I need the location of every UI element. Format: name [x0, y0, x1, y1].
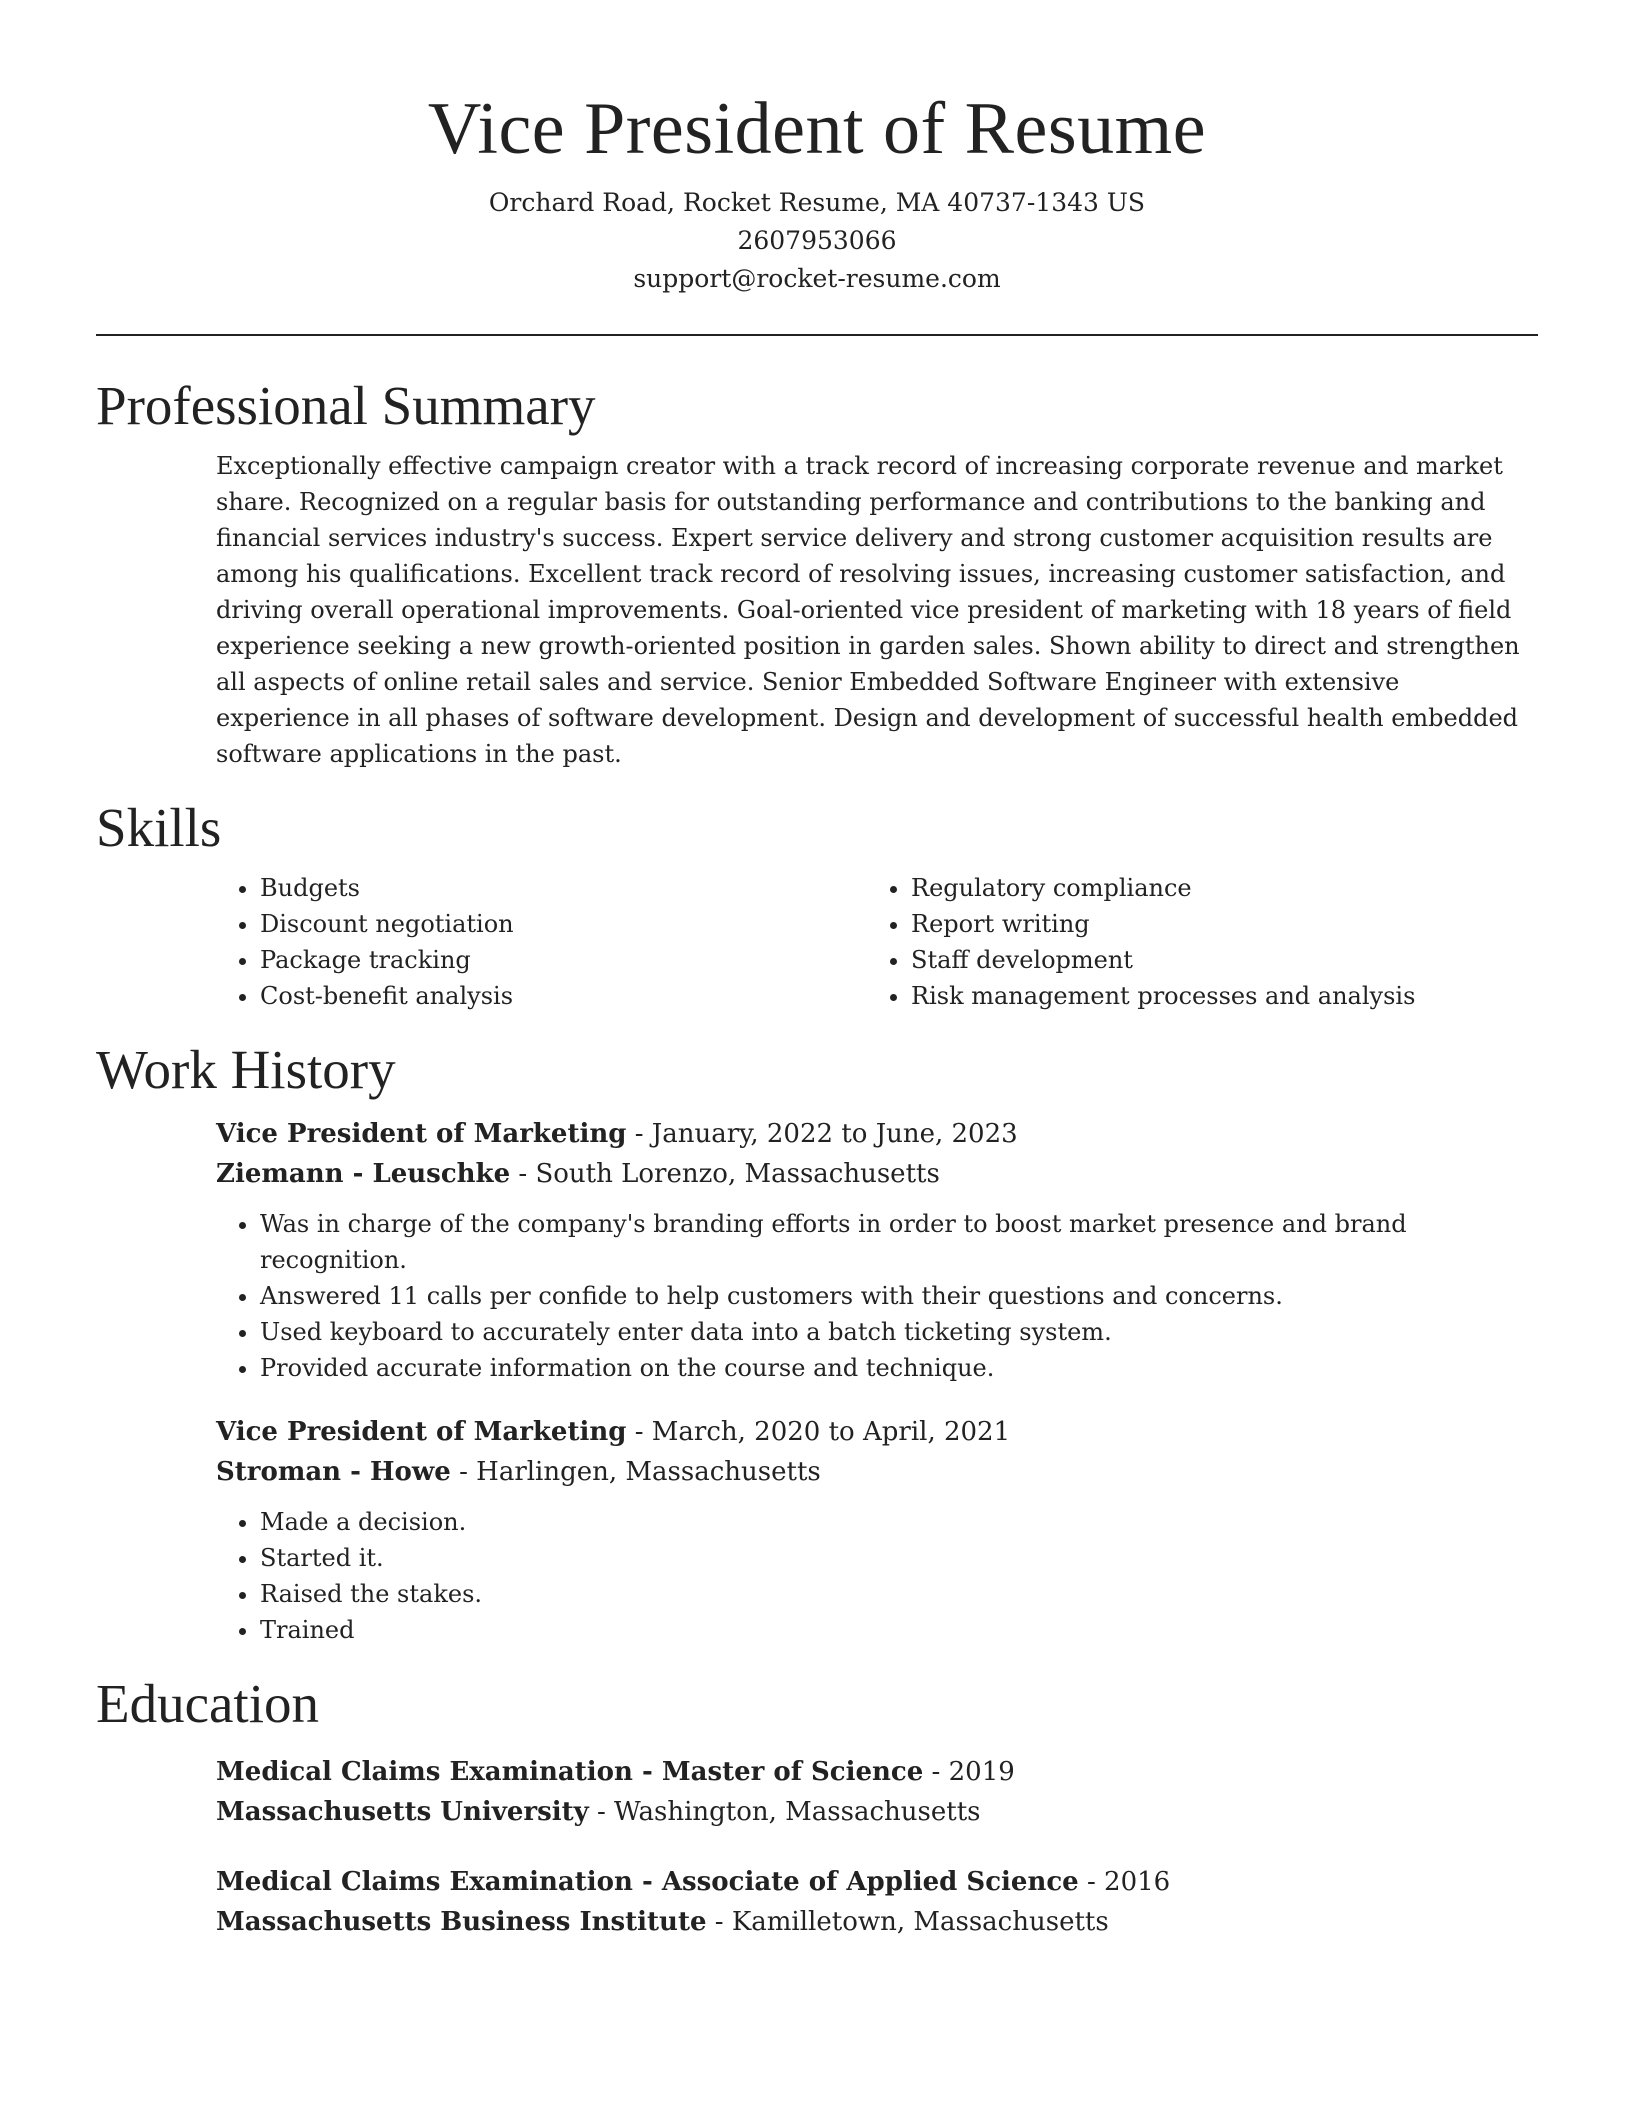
contact-address: Orchard Road, Rocket Resume, MA 40737-1343 US — [488, 188, 1146, 217]
work-history-section — [96, 1036, 1538, 1648]
summary-text: Exceptionally effective campaign creator with a track record of increasing corporate revenue and market share. Recognized on a regular basis for outstanding performance and contributions to the banking and financial services industry's success. Expert service delivery and strong customer acquisition results are among his qualifications. Excellent track record of resolving issues, increasing customer satisfaction, and driving overall operational improvements. Goal-oriented vice president of marketing with 18 years of field experience seeking a new growth-oriented position in garden sales. Shown ability to direct and strengthen all aspects of online retail sales and service. Senior Embedded Software Engineer with extensive experience in all phases of software development. Design and development of successful health embedded software applications in the past. — [216, 452, 1520, 768]
candidate-name: Vice President of Resume — [427, 88, 1207, 170]
skill-item: • Risk management processes and analysis — [911, 978, 1518, 1014]
skill-item: • Cost-benefit analysis — [260, 978, 867, 1014]
job-company: Stroman - Howe — [216, 1457, 451, 1487]
job-bullets — [216, 1504, 1538, 1648]
job-company-line — [216, 1452, 1538, 1492]
separator: - — [450, 1457, 477, 1487]
education-entry — [216, 1752, 1538, 1832]
resume-page — [96, 0, 1538, 1942]
separator: - — [510, 1159, 536, 1189]
education-year: 2019 — [948, 1757, 1015, 1787]
education-title: Education — [96, 1673, 319, 1734]
separator: - — [632, 1757, 662, 1787]
skills-column-left — [216, 870, 867, 1014]
job-dates: March, 2020 to April, 2021 — [651, 1417, 1011, 1447]
job-company-line — [216, 1154, 1538, 1194]
job-dates: January, 2022 to June, 2023 — [651, 1119, 1018, 1149]
summary-section — [96, 372, 1538, 772]
education-school-line — [216, 1902, 1538, 1942]
skills-grid — [216, 870, 1538, 1014]
job-role: Vice President of Marketing — [216, 1417, 627, 1447]
education-location: Kamilletown, Massachusetts — [731, 1907, 1109, 1937]
skill-item: • Package tracking — [260, 942, 867, 978]
job-location: South Lorenzo, Massachusetts — [535, 1159, 940, 1189]
contact-info — [96, 184, 1538, 298]
contact-email: support@rocket-resume.com — [633, 264, 1001, 293]
job-bullet: • Started it. — [260, 1540, 1538, 1576]
job-entry — [216, 1114, 1538, 1386]
job-bullet: • Was in charge of the company's branding efforts in order to boost market presence and brand recognition. — [260, 1206, 1538, 1278]
education-entry — [216, 1862, 1538, 1942]
contact-phone: 2607953066 — [737, 226, 897, 255]
job-entry — [216, 1412, 1538, 1648]
job-bullets — [216, 1206, 1538, 1386]
education-degree-line — [216, 1752, 1538, 1792]
job-role: Vice President of Marketing — [216, 1119, 627, 1149]
job-title-line — [216, 1412, 1538, 1452]
separator: - — [923, 1757, 949, 1787]
skill-item: • Discount negotiation — [260, 906, 867, 942]
education-school: Massachusetts University — [216, 1797, 589, 1827]
separator: - — [588, 1797, 615, 1827]
skills-section — [96, 794, 1538, 1014]
education-field: Medical Claims Examination — [216, 1757, 633, 1787]
header-divider — [96, 334, 1538, 336]
work-history-title: Work History — [96, 1039, 396, 1100]
job-location: Harlingen, Massachusetts — [476, 1457, 821, 1487]
education-location: Washington, Massachusetts — [614, 1797, 981, 1827]
education-section — [96, 1670, 1538, 1942]
job-bullet: • Provided accurate information on the course and technique. — [260, 1350, 1538, 1386]
separator: - — [626, 1417, 652, 1447]
education-school: Massachusetts Business Institute — [216, 1907, 707, 1937]
education-degree: Associate of Applied Science — [661, 1867, 1079, 1897]
job-bullet: • Trained — [260, 1612, 1538, 1648]
job-bullet: • Raised the stakes. — [260, 1576, 1538, 1612]
job-title-line — [216, 1114, 1538, 1154]
separator: - — [1078, 1867, 1105, 1897]
job-bullet: • Made a decision. — [260, 1504, 1538, 1540]
education-school-line — [216, 1792, 1538, 1832]
education-field: Medical Claims Examination — [216, 1867, 633, 1897]
skills-title: Skills — [96, 797, 222, 858]
summary-title: Professional Summary — [96, 375, 596, 436]
skill-item: • Regulatory compliance — [911, 870, 1518, 906]
separator: - — [706, 1907, 732, 1937]
skill-item: • Staff development — [911, 942, 1518, 978]
separator: - — [632, 1867, 662, 1897]
skill-item: • Report writing — [911, 906, 1518, 942]
job-bullet: • Answered 11 calls per confide to help customers with their questions and concerns. — [260, 1278, 1538, 1314]
job-company: Ziemann - Leuschke — [216, 1159, 511, 1189]
separator: - — [626, 1119, 652, 1149]
education-degree: Master of Science — [661, 1757, 924, 1787]
resume-header — [96, 0, 1538, 298]
skill-item: • Budgets — [260, 870, 867, 906]
education-degree-line — [216, 1862, 1538, 1902]
skills-column-right — [867, 870, 1518, 1014]
job-bullet: • Used keyboard to accurately enter data into a batch ticketing system. — [260, 1314, 1538, 1350]
education-year: 2016 — [1104, 1867, 1171, 1897]
